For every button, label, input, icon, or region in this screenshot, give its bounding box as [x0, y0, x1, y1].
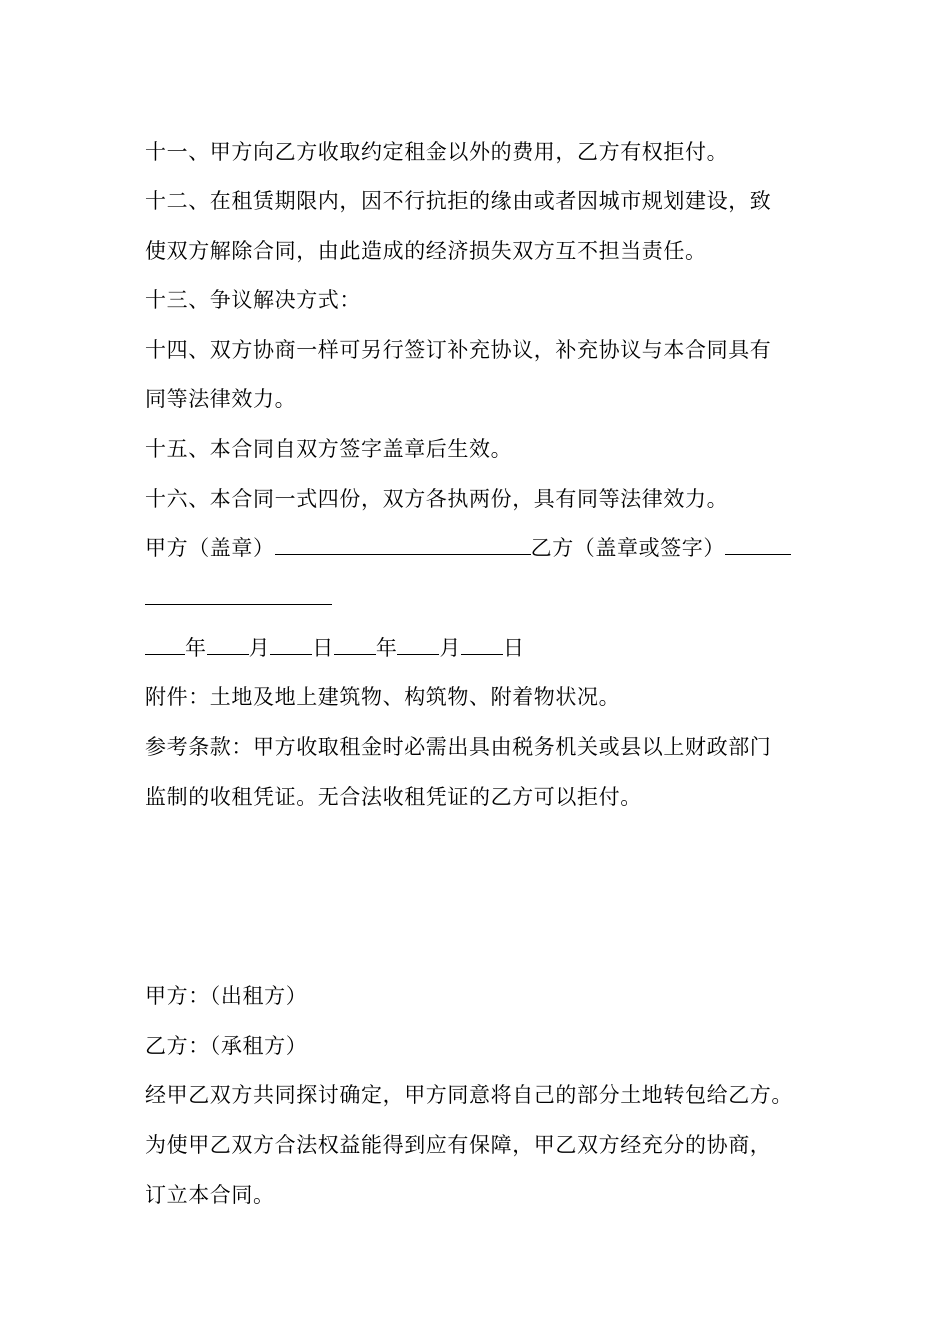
party-b-signature-blank	[725, 534, 791, 555]
clause-16: 十六、本合同一式四份，双方各执两份，具有同等法律效力。	[145, 487, 729, 511]
date-line	[145, 633, 525, 663]
clause-12-line1: 十二、在租赁期限内，因不行抗拒的缘由或者因城市规划建设，致	[145, 189, 772, 213]
date-blank	[334, 634, 376, 655]
clause-13: 十三、争议解决方式：	[145, 288, 361, 312]
date-blank	[207, 634, 249, 655]
party-b-seal-label: 乙方（盖章或签字）	[530, 536, 726, 560]
clause-14-line2: 同等法律效力。	[145, 387, 297, 411]
party-a-heading: 甲方：（出租方）	[145, 984, 308, 1008]
year-label-a: 年	[185, 636, 207, 660]
date-blank	[397, 634, 439, 655]
intro-line2: 为使甲乙双方合法权益能得到应有保障，甲乙双方经充分的协商，	[145, 1133, 772, 1157]
date-blank	[145, 634, 185, 655]
date-blank	[270, 634, 312, 655]
reference-clause-line2: 监制的收租凭证。无合法收租凭证的乙方可以拒付。	[145, 785, 642, 809]
year-label-b: 年	[375, 636, 398, 660]
day-label-b: 日	[503, 636, 525, 660]
intro-line1: 经甲乙双方共同探讨确定，甲方同意将自己的部分土地转包给乙方。	[145, 1083, 793, 1107]
month-label-a: 月	[248, 636, 271, 660]
attachment-note: 附件：土地及地上建筑物、构筑物、附着物状况。	[145, 685, 621, 709]
day-label-a: 日	[312, 636, 334, 660]
party-b-signature-blank-cont	[145, 584, 332, 605]
party-a-seal-label: 甲方（盖章）	[145, 536, 275, 560]
signature-continuation	[145, 583, 332, 613]
clause-15: 十五、本合同自双方签字盖章后生效。	[145, 437, 513, 461]
date-blank	[461, 634, 503, 655]
clause-11: 十一、甲方向乙方收取约定租金以外的费用，乙方有权拒付。	[145, 140, 729, 164]
party-b-heading: 乙方：（承租方）	[145, 1034, 308, 1058]
intro-line3: 订立本合同。	[145, 1183, 275, 1207]
month-label-b: 月	[439, 636, 462, 660]
signature-line	[145, 533, 791, 563]
party-a-signature-blank	[275, 534, 531, 555]
clause-12-line2: 使双方解除合同，由此造成的经济损失双方互不担当责任。	[145, 239, 707, 263]
clause-14-line1: 十四、双方协商一样可另行签订补充协议，补充协议与本合同具有	[145, 338, 772, 362]
reference-clause-line1: 参考条款：甲方收取租金时必需出具由税务机关或县以上财政部门	[145, 735, 772, 759]
